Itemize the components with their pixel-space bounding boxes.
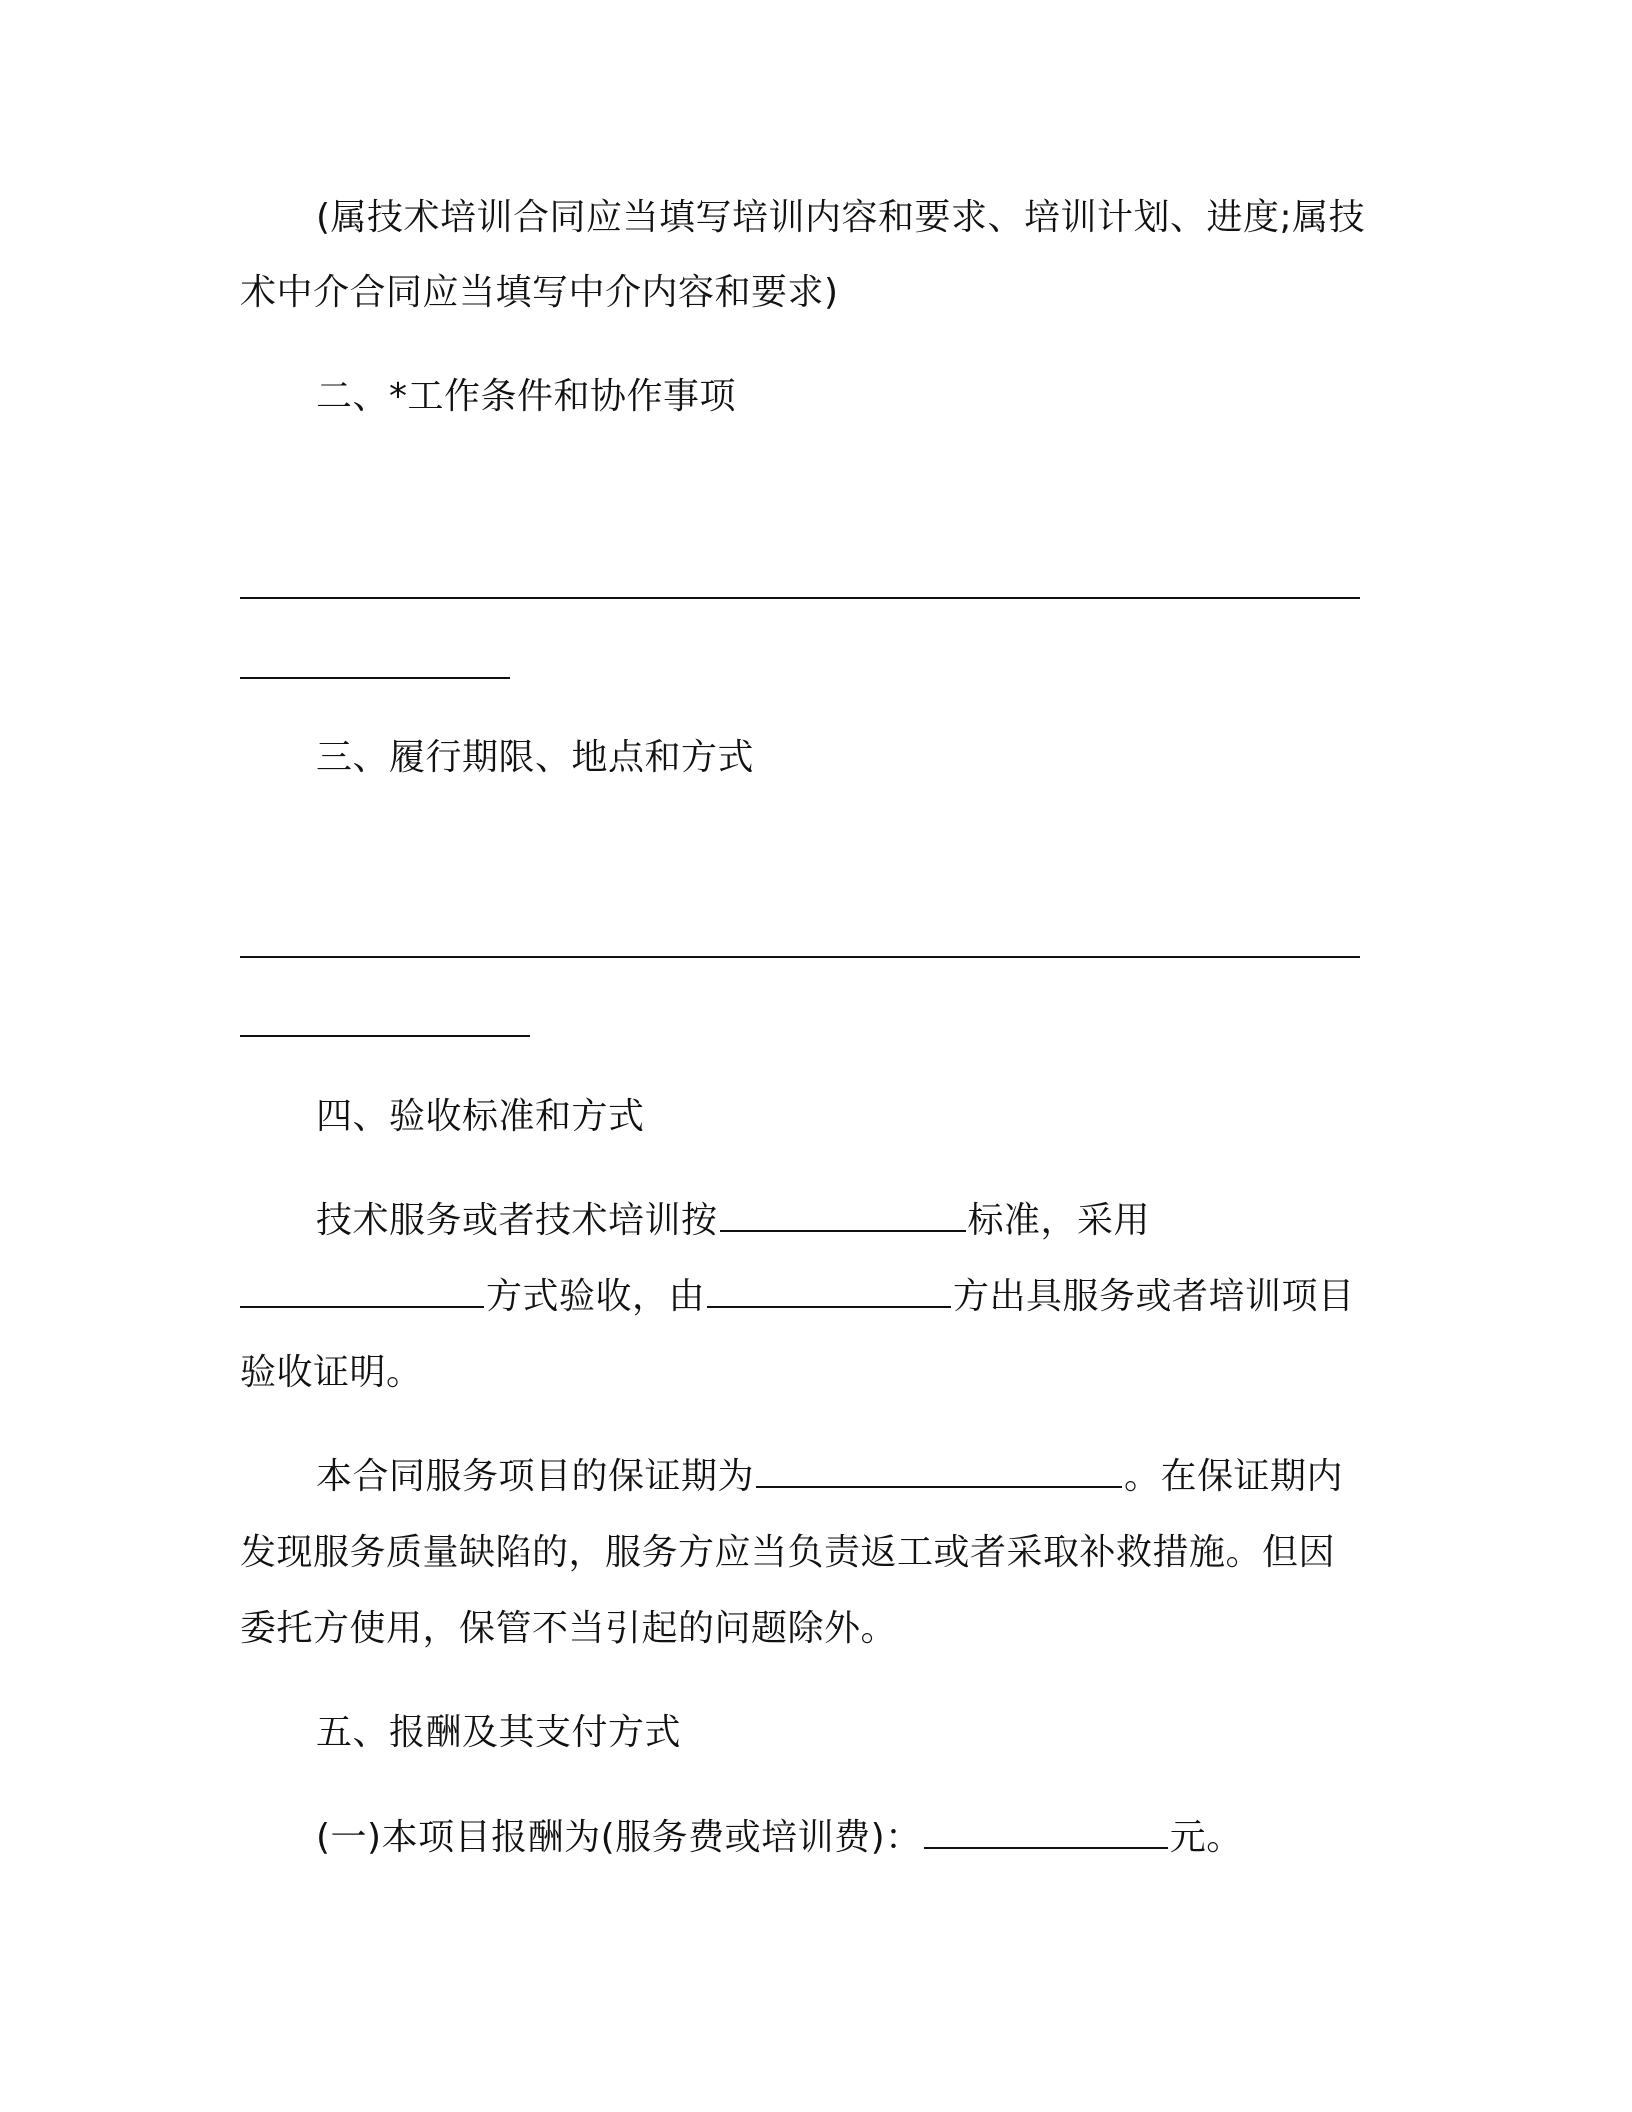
acceptance-text: 方式验收，由	[486, 1276, 706, 1317]
intro-paragraph-line-1: (属技术培训合同应当填写培训内容和要求、培训计划、进度;属技	[316, 197, 1366, 238]
section-2-heading: 二、*工作条件和协作事项	[316, 376, 737, 417]
section-3-heading: 三、履行期限、地点和方式	[316, 737, 755, 778]
blank-field	[720, 1196, 966, 1232]
guarantee-paragraph-line-3: 委托方使用，保管不当引起的问题除外。	[240, 1608, 898, 1649]
acceptance-text: 方出具服务或者培训项目	[953, 1276, 1355, 1317]
intro-paragraph-line-2: 术中介合同应当填写中介内容和要求)	[240, 272, 839, 313]
section-4-heading: 四、验收标准和方式	[316, 1096, 645, 1137]
payment-text: 元。	[1169, 1817, 1243, 1858]
acceptance-paragraph-line-1	[316, 1196, 1380, 1246]
payment-line	[316, 1813, 1380, 1863]
blank-field	[924, 1813, 1168, 1849]
fill-in-line	[240, 1035, 530, 1037]
fill-in-line	[240, 677, 510, 679]
blank-field	[707, 1272, 951, 1308]
fill-in-line	[240, 597, 1360, 599]
guarantee-paragraph-line-1	[316, 1452, 1380, 1502]
section-5-heading: 五、报酬及其支付方式	[316, 1712, 682, 1753]
acceptance-paragraph-line-2	[240, 1272, 1380, 1322]
acceptance-text: 技术服务或者技术培训按	[316, 1200, 718, 1241]
guarantee-text: 。在保证期内	[1124, 1456, 1344, 1497]
blank-field	[240, 1272, 484, 1308]
payment-text: (一)本项目报酬为(服务费或培训费)：	[316, 1817, 922, 1858]
blank-field	[756, 1452, 1122, 1488]
guarantee-text: 本合同服务项目的保证期为	[316, 1456, 755, 1497]
acceptance-text: 标准，采用	[967, 1200, 1151, 1241]
acceptance-paragraph-line-3: 验收证明。	[240, 1352, 423, 1393]
fill-in-line	[240, 956, 1360, 958]
guarantee-paragraph-line-2: 发现服务质量缺陷的，服务方应当负责返工或者采取补救措施。但因	[240, 1532, 1336, 1573]
